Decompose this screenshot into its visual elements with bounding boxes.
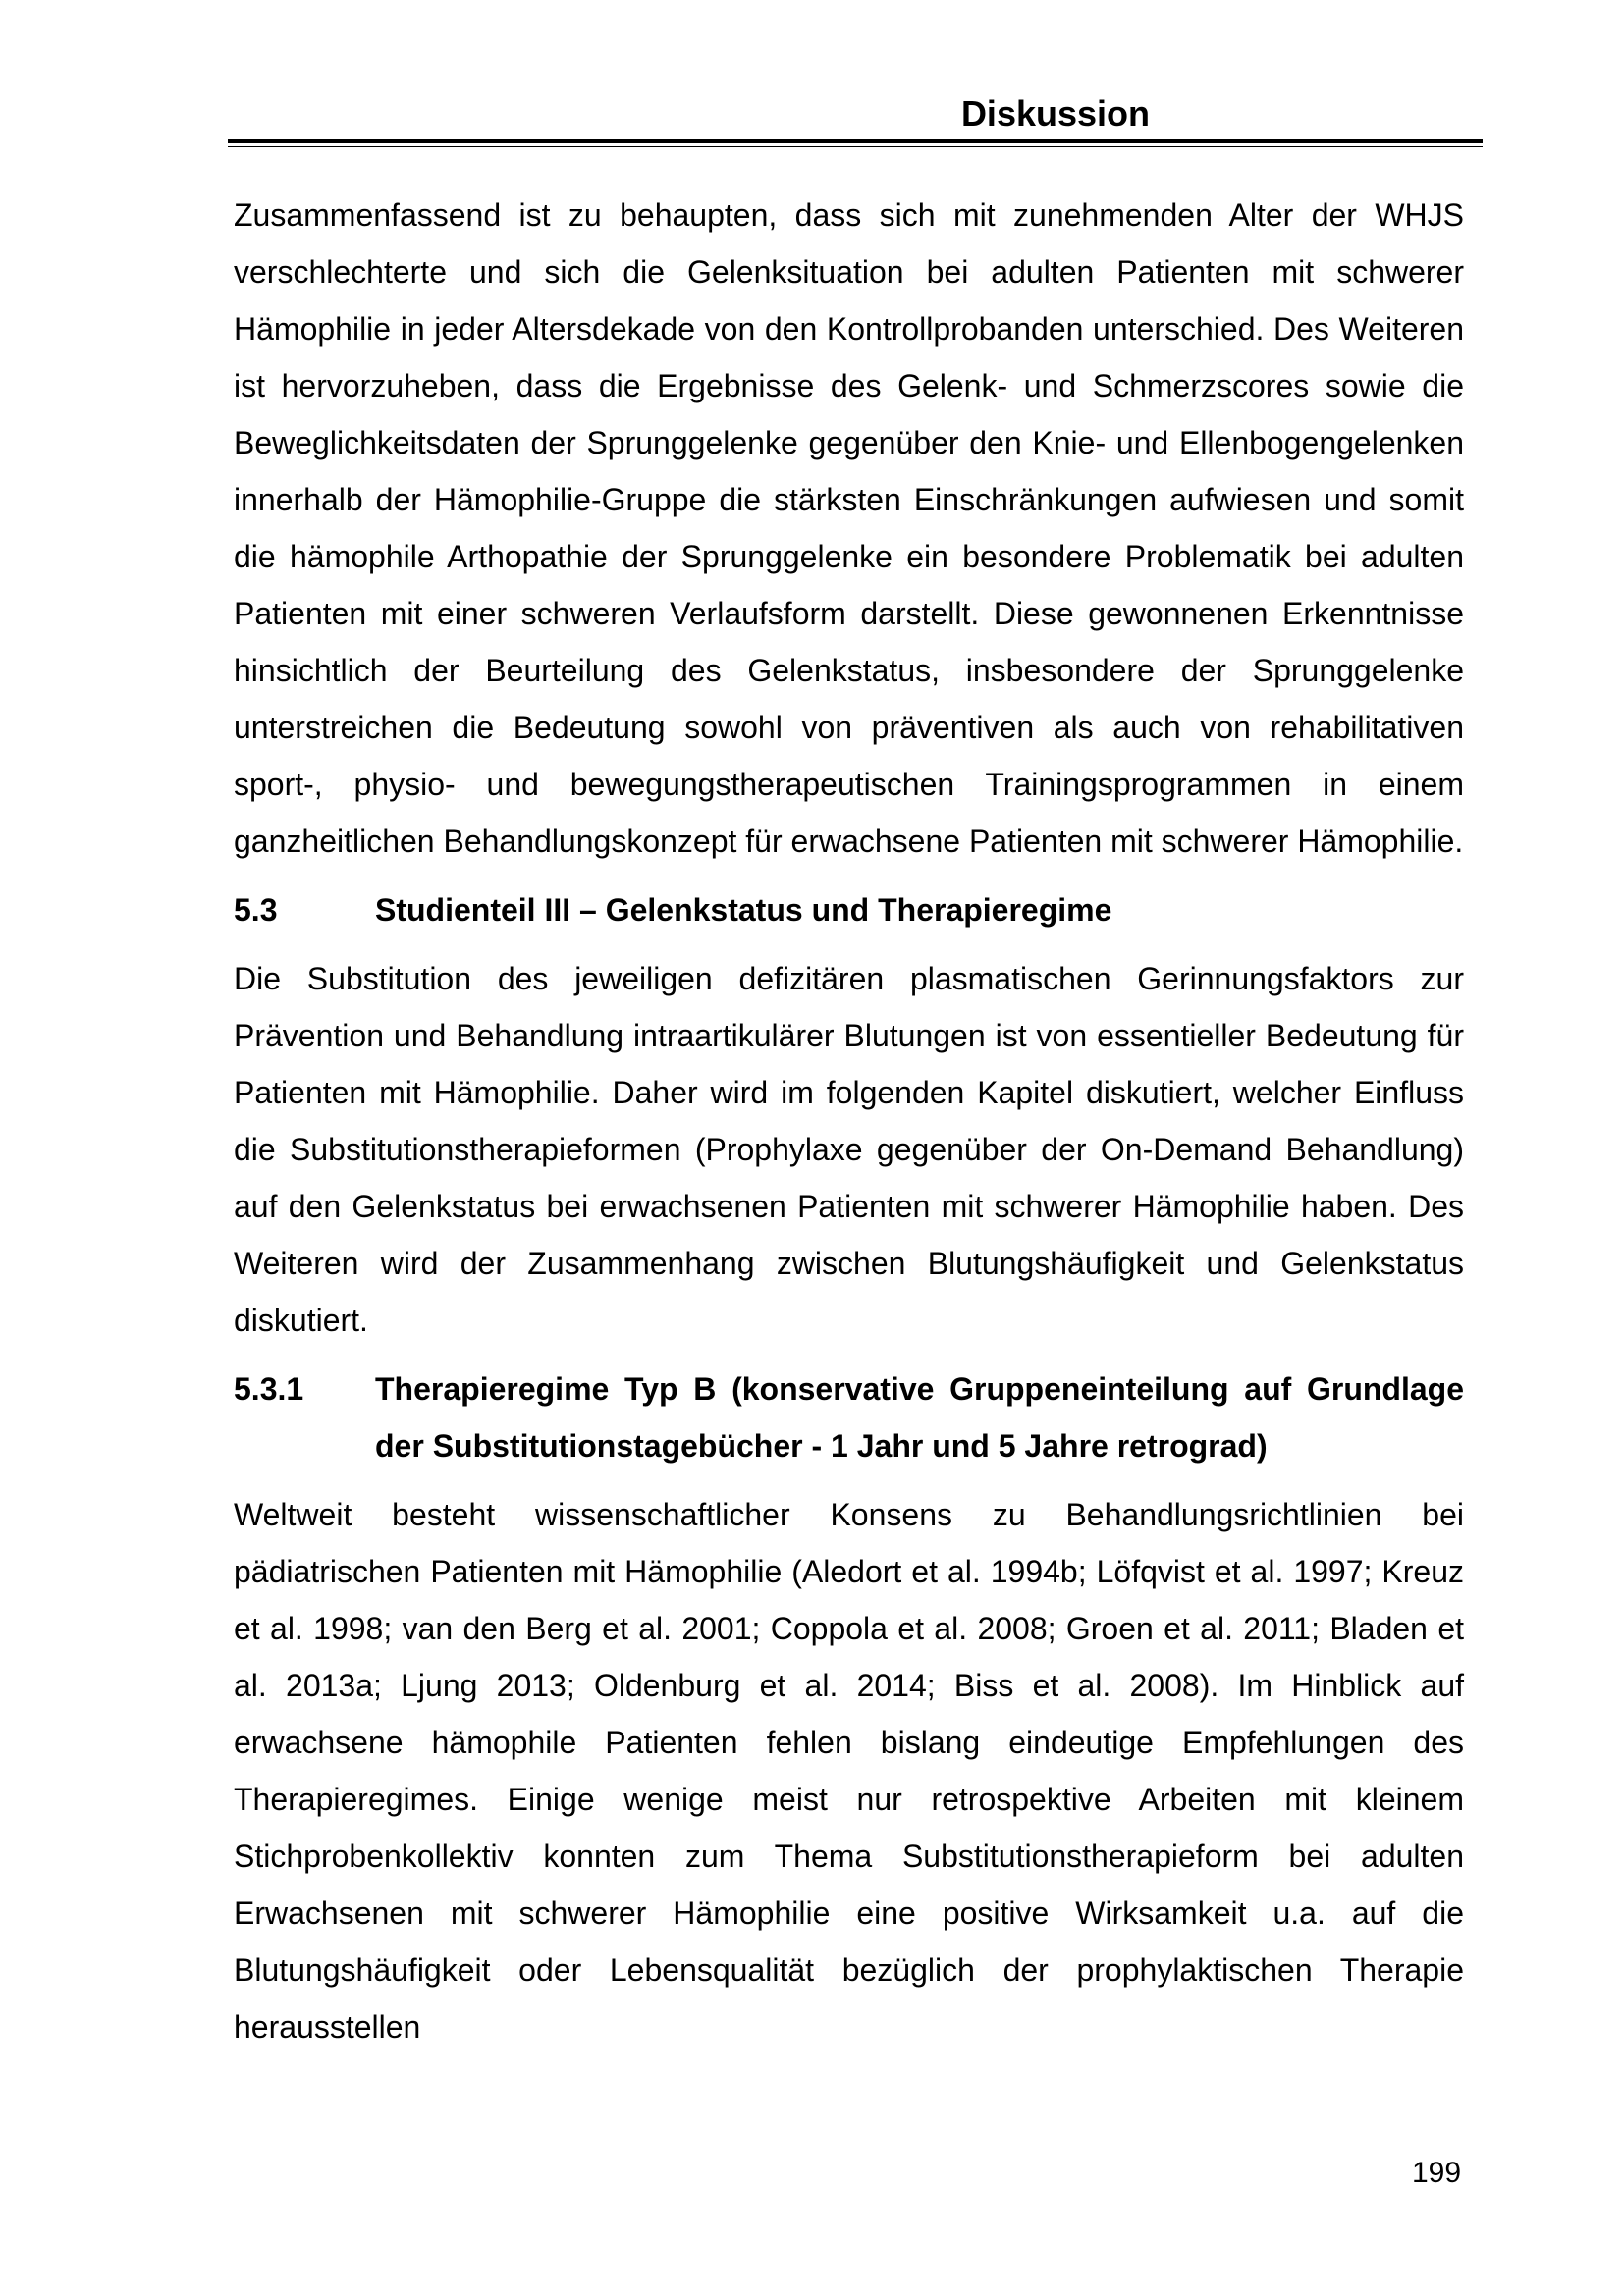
section-title: Studienteil III – Gelenkstatus und Therapieregime xyxy=(375,892,1112,928)
header-title: Diskussion xyxy=(960,93,1150,133)
section-title: Therapieregime Typ B (konservative Gruppeneinteilung auf Grundlage der Substitutionstagebücher - 1 Jahr und 5 Jahre retrograd) xyxy=(375,1371,1464,1464)
body-content xyxy=(234,187,1464,2056)
header-rule-thick xyxy=(228,139,1483,143)
section-number: 5.3.1 xyxy=(234,1371,304,1407)
section-heading-5-3 xyxy=(234,881,1464,938)
paragraph-summary: Zusammenfassend ist zu behaupten, dass sich mit zunehmenden Alter der WHJS verschlechterte und sich die Gelenksituation bei adulten Patienten mit schwerer Hämophilie in jeder Altersdekade von den Kontrollprobanden unterschied. Des Weiteren ist hervorzuheben, dass die Ergebnisse des Gelenk- und Schmerzscores sowie die Beweglichkeitsdaten der Sprunggelenke gegenüber den Knie- und Ellenbogengelenken innerhalb der Hämophilie-Gruppe die stärksten Einschränkungen aufwiesen und somit die hämophile Arthopathie der Sprunggelenke ein besondere Problematik bei adulten Patienten mit einer schweren Verlaufsform darstellt. Diese gewonnenen Erkenntnisse hinsichtlich der Beurteilung des Gelenkstatus, insbesondere der Sprunggelenke unterstreichen die Bedeutung sowohl von präventiven als auch von rehabilitativen sport-, physio- und bewegungstherapeutischen Trainingsprogrammen in einem ganzheitlichen Behandlungskonzept für erwachsene Patienten mit schwerer Hämophilie. xyxy=(234,197,1464,859)
page-header xyxy=(228,90,1483,149)
header-rule-thin xyxy=(228,146,1483,147)
section-heading-5-3-1 xyxy=(234,1361,1464,1474)
page-number: 199 xyxy=(1412,2157,1462,2189)
section-number: 5.3 xyxy=(234,892,278,928)
paragraph-consensus: Weltweit besteht wissenschaftlicher Konsens zu Behandlungsrichtlinien bei pädiatrischen Patienten mit Hämophilie (Aledort et al. 1994b; Löfqvist et al. 1997; Kreuz et al. 1998; van den Berg et al. 2001; Coppola et al. 2008; Groen et al. 2011; Bladen et al. 2013a; Ljung 2013; Oldenburg et al. 2014; Biss et al. 2008). Im Hinblick auf erwachsene hämophile Patienten fehlen bislang eindeutige Empfehlungen des Therapieregimes. Einige wenige meist nur retrospektive Arbeiten mit kleinem Stichprobenkollektiv konnten zum Thema Substitutionstherapieform bei adulten Erwachsenen mit schwerer Hämophilie eine positive Wirksamkeit u.a. auf die Blutungshäufigkeit oder Lebensqualität bezüglich der prophylaktischen Therapie herausstellen xyxy=(234,1497,1464,2045)
paragraph-substitution: Die Substitution des jeweiligen defizitären plasmatischen Gerinnungsfaktors zur Prävention und Behandlung intraartikulärer Blutungen ist von essentieller Bedeutung für Patienten mit Hämophilie. Daher wird im folgenden Kapitel diskutiert, welcher Einfluss die Substitutionstherapieformen (Prophylaxe gegenüber der On-Demand Behandlung) auf den Gelenkstatus bei erwachsenen Patienten mit schwerer Hämophilie haben. Des Weiteren wird der Zusammenhang zwischen Blutungshäufigkeit und Gelenkstatus diskutiert. xyxy=(234,961,1464,1338)
